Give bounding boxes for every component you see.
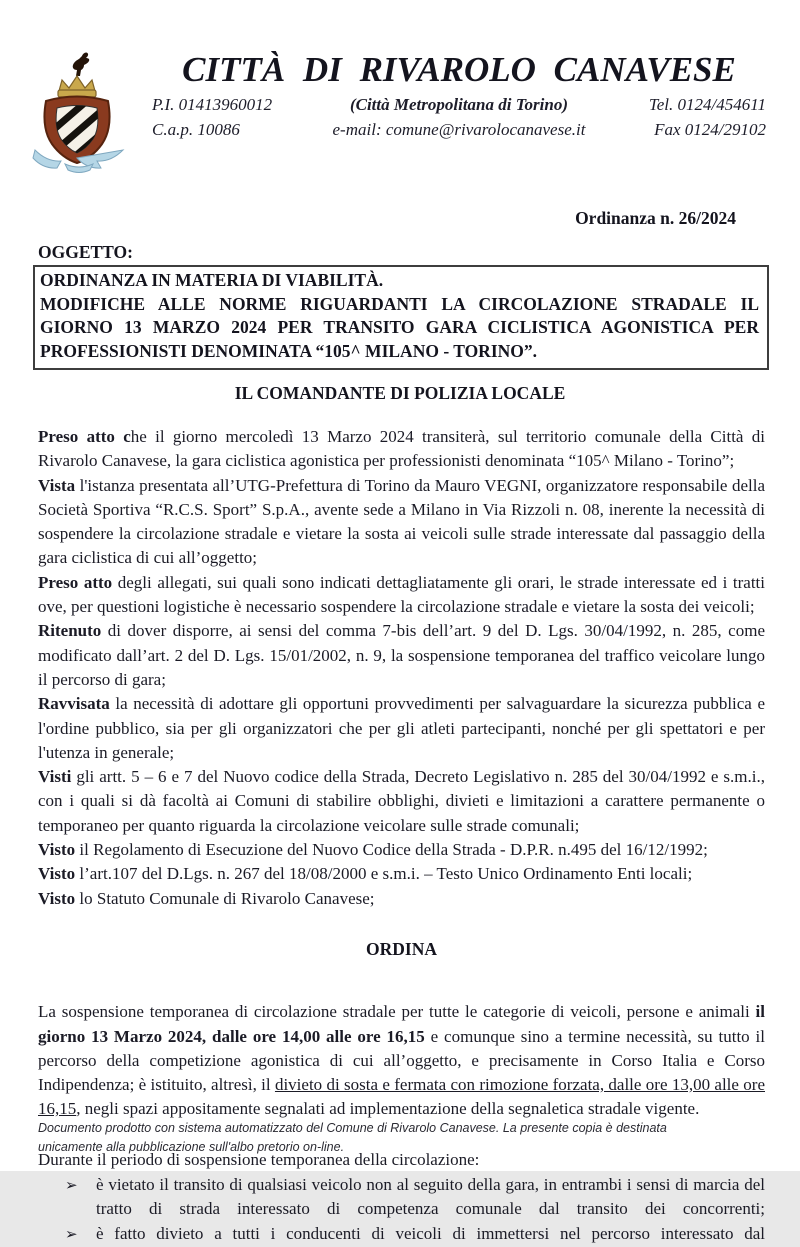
postal-code: C.a.p. 10086	[152, 120, 240, 139]
preamble-paragraph: Preso atto che il giorno mercoledì 13 Marzo 2024 transiterà, sul territorio comunale della Città di Rivarolo Canavese, la gara ciclistica agonistica per professionisti denominata “105^ Milano - Torino”;	[38, 427, 765, 471]
ordinance-number: Ordinanza n. 26/2024	[575, 208, 736, 228]
preamble-paragraph: Ritenuto di dover disporre, ai sensi del comma 7-bis dell’art. 9 del D. Lgs. 30/04/1992, n. 285, come modificato dall’art. 2 del D. Lgs. 15/01/2002, n. 9, la sospensione temporanea del traffico veicolare lungo il percorso di gara;	[38, 621, 765, 689]
arrow-bullet-icon: ➢	[65, 1178, 78, 1195]
bullet-item	[65, 1173, 765, 1222]
preamble	[38, 425, 765, 911]
crown	[58, 76, 96, 97]
fax-number: Fax 0124/29102	[654, 120, 766, 139]
coat-of-arms-icon	[28, 50, 130, 183]
preamble-paragraph: Vista l'istanza presentata all’UTG-Prefettura di Torino da Mauro VEGNI, organizzatore responsabile della Società Sportiva “R.C.S. Sport” S.p.A., avente sede a Milano in Via Rizzoli n. 08, inerente la necessità di sospendere la circolazione stradale e vietare la sosta ai veicoli sulle strade interessate dal passaggio della gara ciclistica di cui all’oggetto;	[38, 475, 765, 568]
municipality-title: CITTÀ DI RIVAROLO CANAVESE	[182, 50, 736, 89]
telephone: Tel. 0124/454611	[648, 95, 766, 114]
footer-disclaimer: Documento prodotto con sistema automatizzato del Comune di Rivarolo Canavese. La presente copia è destinata unicamente alla pubblicazione sull'albo pretorio on-line.	[38, 1121, 667, 1154]
order-heading: ORDINA	[366, 938, 437, 959]
letterhead	[0, 50, 800, 183]
subject-box	[33, 265, 769, 370]
bullet-list	[38, 1173, 765, 1247]
subject-line: ORDINANZA IN MATERIA DI VIABILITÀ.	[40, 270, 384, 290]
preamble-paragraph: Ravvisata la necessità di adottare gli opportuni provvedimenti per salvaguardare la sicurezza pubblica e l'ordine pubblico, sia per gli organizzatori che per gli atleti partecipanti, nonché per gli spettatori e per l'utenza in generale;	[38, 694, 765, 762]
letterhead-text	[130, 50, 766, 140]
subject-label: OGGETTO:	[38, 242, 133, 262]
preamble-paragraph: Visti gli artt. 5 – 6 e 7 del Nuovo codice della Strada, Decreto Legislativo n. 285 del 30/04/1992 e s.m.i., con i quali si dà facoltà ai Comuni di stabilire obblighi, divieti e limitazioni a carattere permanente o temporaneo per quanto riguarda la circolazione veicolare sulle strade comunali;	[38, 767, 765, 835]
rooster-crest	[73, 53, 90, 76]
bullet-text: è vietato il transito di qualsiasi veicolo non al seguito della gara, in entrambi i sensi di marcia del tratto di strada interessato di competenza comunale dal transito dei concorrenti;	[96, 1175, 765, 1219]
preamble-paragraph: Visto l’art.107 del D.Lgs. n. 267 del 18/08/2000 e s.m.i. – Testo Unico Ordinamento Enti locali;	[38, 864, 693, 884]
email-address: e-mail: comune@rivarolocanavese.it	[332, 120, 586, 139]
bullet-text: è fatto divieto a tutti i conducenti di veicoli di immettersi nel percorso interessato dal	[96, 1223, 765, 1243]
order-paragraph: La sospensione temporanea di circolazione stradale per tutte le categorie di veicoli, persone e animali il giorno 13 Marzo 2024, dalle ore 14,00 alle ore 16,15 e comunque sino a termine necessità, su tutto il percorso della competizione agonistica di cui all’oggetto, e precisamente in Corso Italia e Corso Indipendenza; è istituito, altresì, il divieto di sosta e fermata con rimozione forzata, dalle ore 13,00 alle ore 16,15, negli spazi appositamente segnalati ad implementazione della segnaletica stradale vigente.	[38, 1002, 765, 1119]
vat-number: P.I. 01413960012	[152, 95, 273, 114]
arrow-bullet-icon: ➢	[65, 1226, 78, 1243]
bullet-item	[65, 1222, 765, 1247]
metropolitan-city: (Città Metropolitana di Torino)	[349, 95, 568, 114]
preamble-paragraph: Visto lo Statuto Comunale di Rivarolo Canavese;	[38, 888, 375, 908]
authority-heading: IL COMANDANTE DI POLIZIA LOCALE	[234, 383, 566, 403]
letterhead-row-1	[152, 95, 766, 115]
preamble-paragraph: Visto il Regolamento di Esecuzione del Nuovo Codice della Strada - D.P.R. n.495 del 16/12/1992;	[38, 840, 708, 860]
preamble-paragraph: Preso atto degli allegati, sui quali sono indicati dettagliatamente gli orari, le strade interessate ed i tratti ove, per questioni logistiche è necessario sospendere la circolazione stradale e vietare la sosta dei veicoli;	[38, 572, 766, 617]
during-intro: Durante il periodo di sospensione temporanea della circolazione:	[38, 1149, 480, 1169]
letterhead-row-2	[152, 120, 766, 140]
subject-line: MODIFICHE ALLE NORME RIGUARDANTI LA CIRCOLAZIONE STRADALE IL GIORNO 13 MARZO 2024 PER TRANSITO GARA CICLISTICA AGONISTICA PER PROFESSIONISTI DENOMINATA “105^ MILANO - TORINO”.	[40, 293, 759, 361]
